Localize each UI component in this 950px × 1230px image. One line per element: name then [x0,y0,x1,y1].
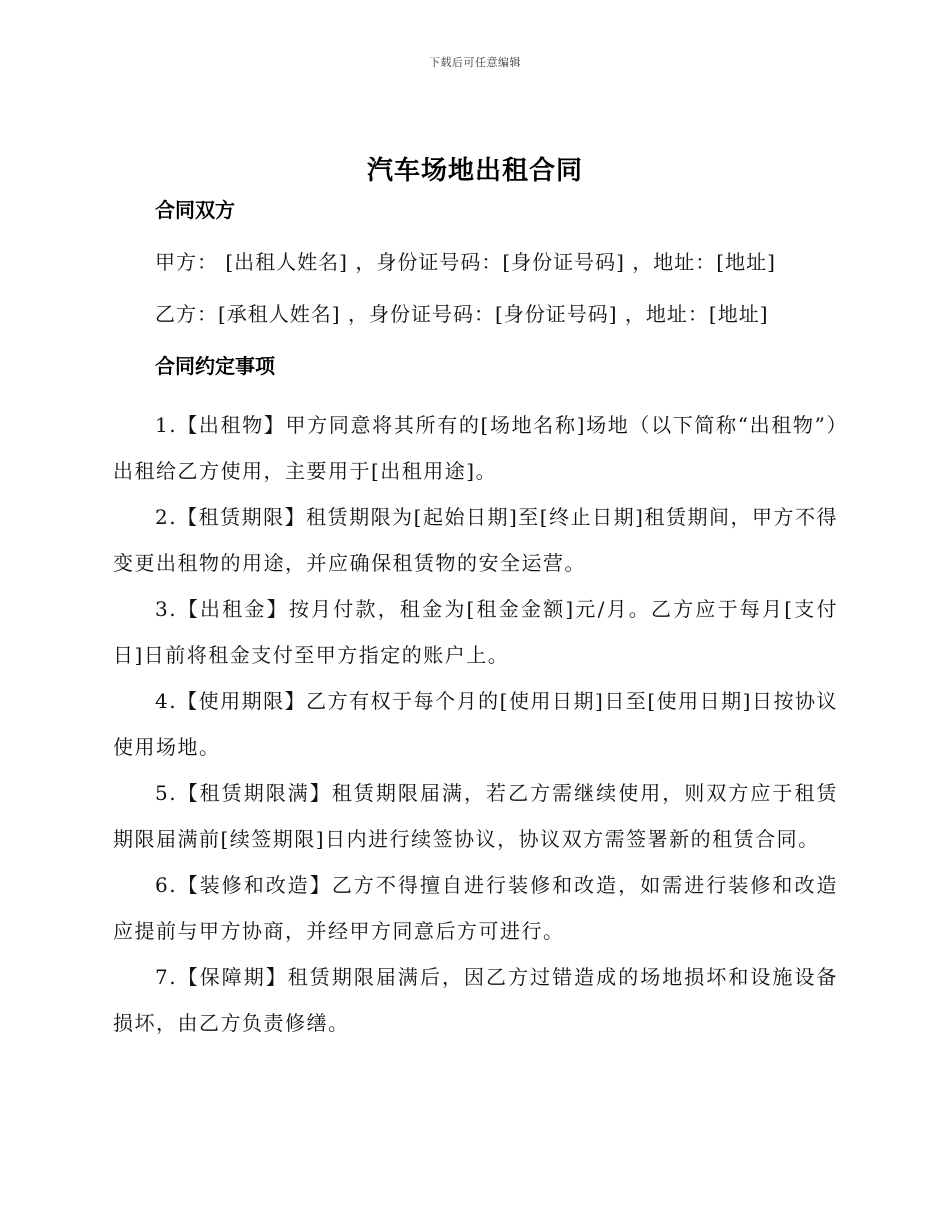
clause-item: 2.【租赁期限】租赁期限为[起始日期]至[终止日期]租赁期间，甲方不得变更出租物的用途，并应确保租赁物的安全运营。 [113,505,838,575]
clause-item: 6.【装修和改造】乙方不得擅自进行装修和改造，如需进行装修和改造应提前与甲方协商，并经甲方同意后方可进行。 [113,873,838,943]
clause-item: 7.【保障期】租赁期限届满后，因乙方过错造成的场地损坏和设施设备损坏，由乙方负责修缮。 [113,965,838,1035]
parties-heading: 合同双方 [155,198,235,222]
party-a-line: 甲方： [出租人姓名] ，身份证号码：[身份证号码] ，地址：[地址] [155,250,776,274]
terms-heading: 合同约定事项 [155,354,275,378]
document-title: 汽车场地出租合同 [366,156,583,186]
clause-item: 3.【出租金】按月付款，租金为[租金金额]元/月。乙方应于每月[支付日]日前将租金支付至甲方指定的账户上。 [113,597,838,667]
document-body [113,196,838,1046]
clause-item: 1.【出租物】甲方同意将其所有的[场地名称]场地（以下简称“出租物”）出租给乙方使用，主要用于[出租用途]。 [113,413,838,483]
clause-item: 4.【使用期限】乙方有权于每个月的[使用日期]日至[使用日期]日按协议使用场地。 [113,689,838,759]
party-b-line: 乙方：[承租人姓名] ，身份证号码：[身份证号码] ，地址：[地址] [155,302,769,326]
clause-item: 5.【租赁期限满】租赁期限届满，若乙方需继续使用，则双方应于租赁期限届满前[续签期限]日内进行续签协议，协议双方需签署新的租赁合同。 [113,781,838,851]
header-note: 下载后可任意编辑 [429,56,521,69]
clause-list [113,402,838,1046]
